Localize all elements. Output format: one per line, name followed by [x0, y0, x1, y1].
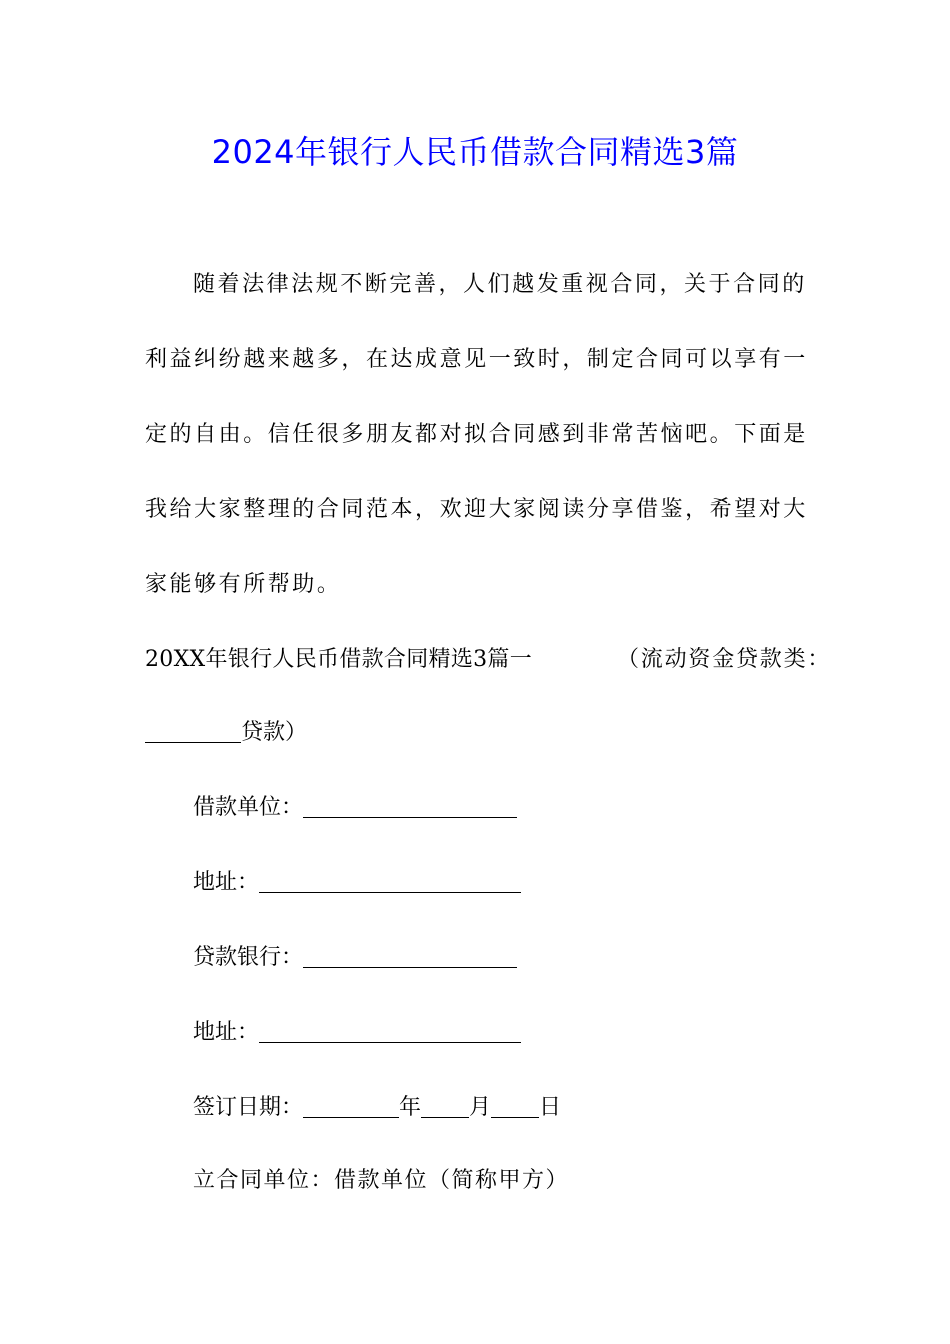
loan-type-line	[145, 718, 307, 748]
intro-line-2: 利益纠纷越来越多，在达成意见一致时，制定合同可以享有一	[145, 347, 808, 372]
loan-type-blank	[145, 720, 241, 743]
section-heading: 20XX年银行人民币借款合同精选3篇一	[145, 647, 533, 672]
borrower-address-field	[193, 868, 521, 898]
bank-blank	[303, 945, 517, 968]
bank-address-label: 地址：	[193, 1020, 260, 1045]
borrower-label: 借款单位：	[193, 795, 304, 820]
year-label: 年	[399, 1095, 422, 1120]
year-blank	[303, 1095, 399, 1118]
bank-address-field	[193, 1018, 521, 1048]
borrower-address-label: 地址：	[193, 870, 260, 895]
borrower-blank	[303, 795, 517, 818]
intro-line-5: 家能够有所帮助。	[145, 572, 342, 597]
month-label: 月	[469, 1095, 492, 1120]
document-title: 2024年银行人民币借款合同精选3篇	[211, 133, 739, 171]
sign-date-label: 签订日期：	[193, 1095, 304, 1120]
contract-parties: 立合同单位：借款单位（简称甲方）	[193, 1168, 570, 1193]
day-label: 日	[539, 1095, 562, 1120]
bank-field	[193, 943, 517, 973]
day-blank	[491, 1095, 539, 1118]
loan-type-suffix: 贷款）	[241, 720, 308, 745]
intro-line-3: 定的自由。信任很多朋友都对拟合同感到非常苦恼吧。下面是	[145, 422, 808, 447]
bank-label: 贷款银行：	[193, 945, 304, 970]
borrower-address-blank	[259, 870, 521, 893]
intro-line-4: 我给大家整理的合同范本，欢迎大家阅读分享借鉴，希望对大	[145, 497, 808, 522]
borrower-field	[193, 793, 517, 823]
bank-address-blank	[259, 1020, 521, 1043]
intro-line-1: 随着法律法规不断完善，人们越发重视合同，关于合同的	[193, 272, 807, 297]
month-blank	[421, 1095, 469, 1118]
loan-type-note: （流动资金贷款类：	[617, 647, 832, 672]
sign-date-field	[193, 1093, 561, 1123]
